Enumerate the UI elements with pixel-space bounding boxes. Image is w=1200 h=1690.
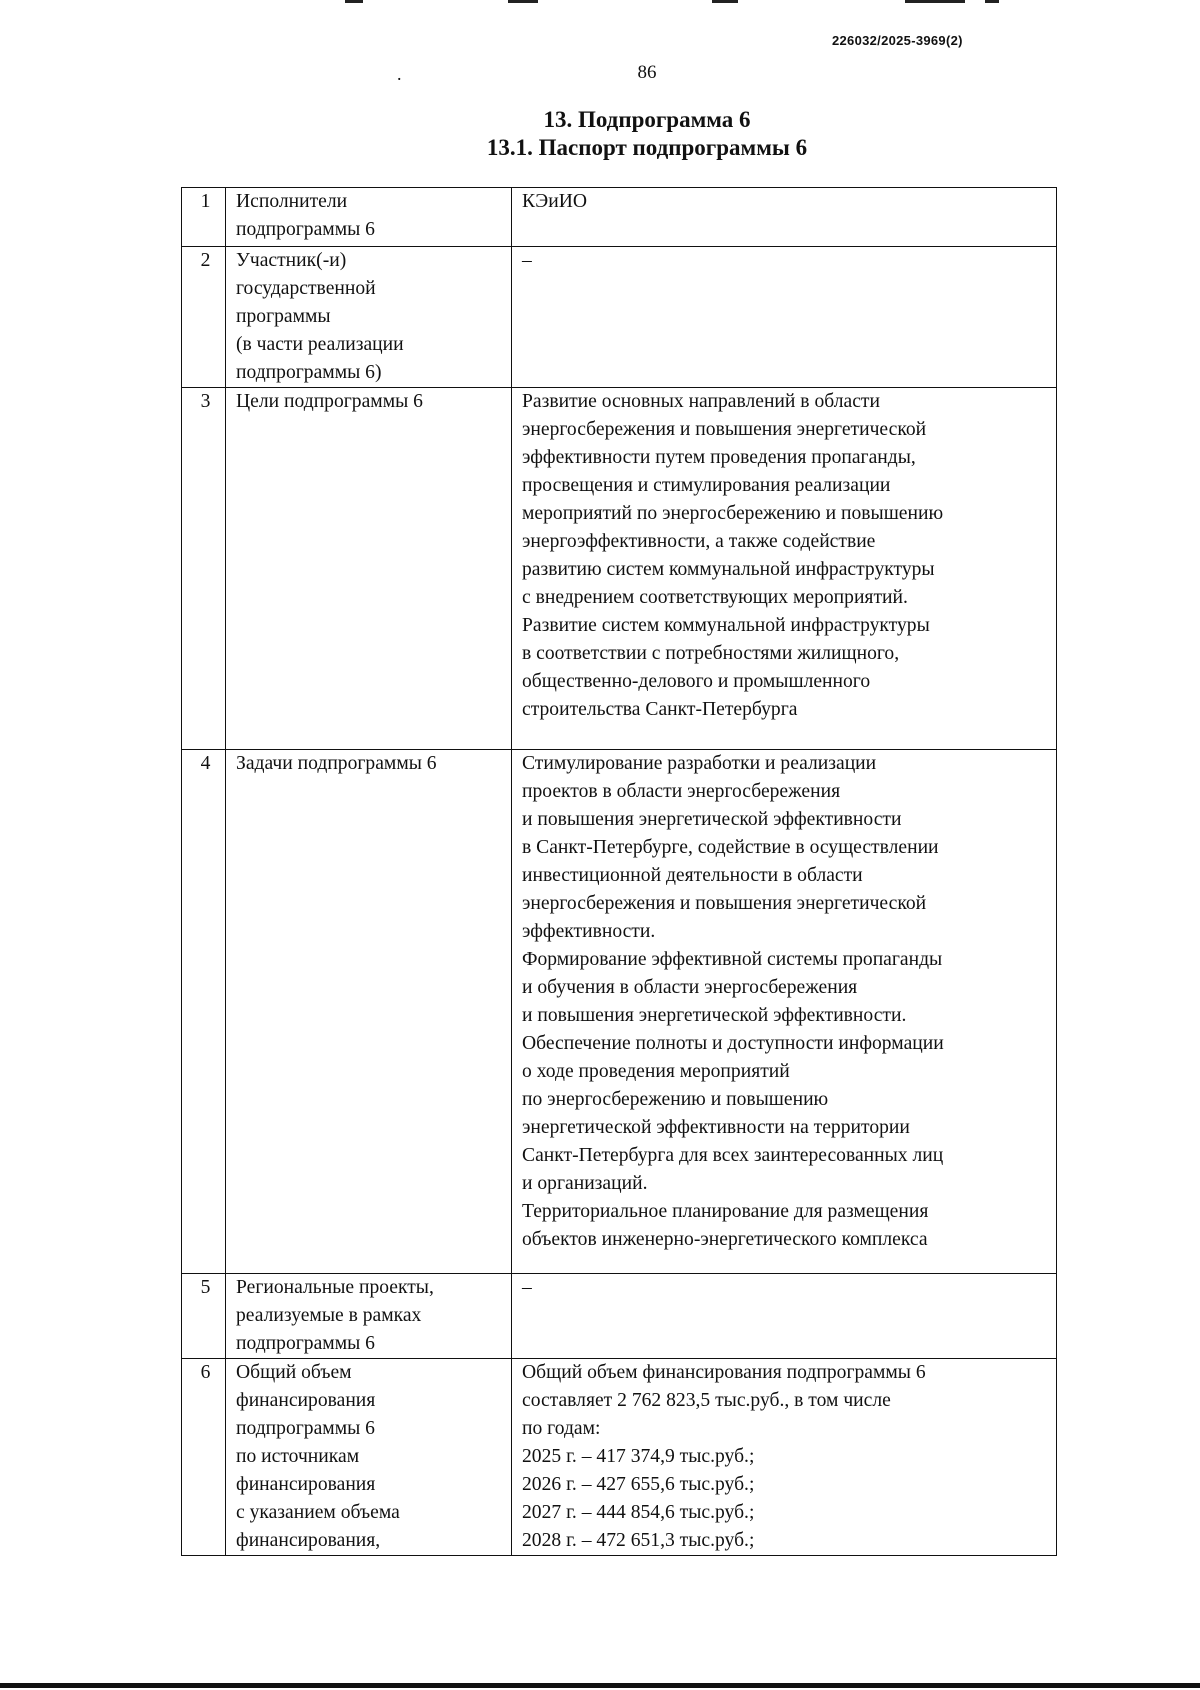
- cell-line: подпрограммы 6): [236, 362, 382, 383]
- cell-line: и повышения энергетической эффективности.: [522, 1005, 907, 1026]
- row-value: [512, 1359, 1057, 1556]
- cell-line: Общий объем финансирования подпрограммы 6: [522, 1362, 926, 1383]
- row-number: 5: [182, 1274, 226, 1359]
- row-value: [512, 1274, 1057, 1359]
- cell-line: энергосбережения и повышения энергетической: [522, 893, 927, 914]
- cell-line: программы: [236, 306, 331, 327]
- cell-line: и обучения в области энергосбережения: [522, 977, 858, 998]
- cell-line: 2027 г. – 444 854,6 тыс.руб.;: [522, 1502, 755, 1523]
- row-name: [226, 1274, 512, 1359]
- cell-line: Задачи подпрограммы 6: [236, 753, 437, 774]
- row-name: [226, 1359, 512, 1556]
- row-value: [512, 750, 1057, 1274]
- cell-line: объектов инженерно-энергетического комплекса: [522, 1229, 928, 1250]
- cell-line: государственной: [236, 278, 376, 299]
- row-number: 1: [182, 188, 226, 247]
- table-row: [182, 1274, 1057, 1359]
- cell-line: Развитие основных направлений в области: [522, 391, 880, 412]
- table-row: [182, 188, 1057, 247]
- subsection-title: 13.1. Паспорт подпрограммы 6: [486, 135, 808, 160]
- row-number: 6: [182, 1359, 226, 1556]
- row-name: [226, 750, 512, 1274]
- cell-line: энергоэффективности, а также содействие: [522, 531, 876, 552]
- cell-line: составляет 2 762 823,5 тыс.руб., в том числе: [522, 1390, 891, 1411]
- cell-line: по годам:: [522, 1418, 601, 1439]
- cell-line: Санкт-Петербурга для всех заинтересованных лиц: [522, 1145, 944, 1166]
- cell-line: с указанием объема: [236, 1502, 400, 1523]
- cell-line: реализуемые в рамках: [236, 1305, 422, 1326]
- row-value: [512, 247, 1057, 388]
- row-number: 2: [182, 247, 226, 388]
- stray-dot: .: [397, 64, 402, 84]
- table-row: [182, 388, 1057, 750]
- cell-line: –: [522, 250, 532, 271]
- cell-line: финансирования: [236, 1474, 376, 1495]
- cell-line: 2025 г. – 417 374,9 тыс.руб.;: [522, 1446, 755, 1467]
- cell-line: Обеспечение полноты и доступности информации: [522, 1033, 944, 1054]
- cell-line: 2028 г. – 472 651,3 тыс.руб.;: [522, 1530, 755, 1551]
- cell-line: эффективности путем проведения пропаганды,: [522, 447, 916, 468]
- cell-line: и повышения энергетической эффективности: [522, 809, 902, 830]
- cell-line: финансирования,: [236, 1530, 381, 1551]
- cell-line: по энергосбережению и повышению: [522, 1089, 829, 1110]
- passport-table: [181, 187, 1057, 1556]
- cell-line: проектов в области энергосбережения: [522, 781, 841, 802]
- bottom-scan-edge: [0, 1683, 1200, 1688]
- cell-line: Региональные проекты,: [236, 1277, 434, 1298]
- row-number: 3: [182, 388, 226, 750]
- cell-line: Стимулирование разработки и реализации: [522, 753, 877, 774]
- cell-line: по источникам: [236, 1446, 360, 1467]
- cell-line: (в части реализации: [236, 334, 404, 355]
- row-name: [226, 247, 512, 388]
- cell-line: инвестиционной деятельности в области: [522, 865, 863, 886]
- cell-line: в соответствии с потребностями жилищного,: [522, 643, 900, 664]
- cell-line: просвещения и стимулирования реализации: [522, 475, 891, 496]
- cell-line: Цели подпрограммы 6: [236, 391, 423, 412]
- table-row: [182, 247, 1057, 388]
- cell-line: финансирования: [236, 1390, 376, 1411]
- cell-line: энергетической эффективности на территории: [522, 1117, 910, 1138]
- cell-line: развитию систем коммунальной инфраструктуры: [522, 559, 935, 580]
- cell-line: Формирование эффективной системы пропаганды: [522, 949, 943, 970]
- row-name: [226, 188, 512, 247]
- table-row: [182, 750, 1057, 1274]
- headings: [0, 106, 1200, 162]
- cell-line: в Санкт-Петербурге, содействие в осуществлении: [522, 837, 939, 858]
- row-value: [512, 188, 1057, 247]
- row-value: [512, 388, 1057, 750]
- cell-line: о ходе проведения мероприятий: [522, 1061, 790, 1082]
- cell-line: подпрограммы 6: [236, 1333, 375, 1354]
- cell-line: Исполнители: [236, 191, 348, 212]
- cell-line: –: [522, 1277, 532, 1298]
- cell-line: Развитие систем коммунальной инфраструктуры: [522, 615, 930, 636]
- cell-line: 2026 г. – 427 655,6 тыс.руб.;: [522, 1474, 755, 1495]
- cell-line: подпрограммы 6: [236, 219, 375, 240]
- section-title: 13. Подпрограмма 6: [543, 107, 751, 132]
- cell-line: Территориальное планирование для размещения: [522, 1201, 929, 1222]
- cell-line: и организаций.: [522, 1173, 648, 1194]
- row-number: 4: [182, 750, 226, 1274]
- cell-line: эффективности.: [522, 921, 656, 942]
- cell-line: с внедрением соответствующих мероприятий.: [522, 587, 908, 608]
- cell-line: Участник(-и): [236, 250, 347, 271]
- document-id: 226032/2025-3969(2): [832, 33, 963, 48]
- page-number: 86: [637, 62, 657, 83]
- cell-line: энергосбережения и повышения энергетической: [522, 419, 927, 440]
- table-row: [182, 1359, 1057, 1556]
- cell-line: Общий объем: [236, 1362, 352, 1383]
- cell-line: строительства Санкт-Петербурга: [522, 699, 798, 720]
- cell-line: мероприятий по энергосбережению и повышению: [522, 503, 944, 524]
- cell-line: подпрограммы 6: [236, 1418, 375, 1439]
- cell-line: КЭиИО: [522, 191, 588, 212]
- cell-line: общественно-делового и промышленного: [522, 671, 871, 692]
- top-scan-strokes: [0, 0, 1200, 6]
- row-name: [226, 388, 512, 750]
